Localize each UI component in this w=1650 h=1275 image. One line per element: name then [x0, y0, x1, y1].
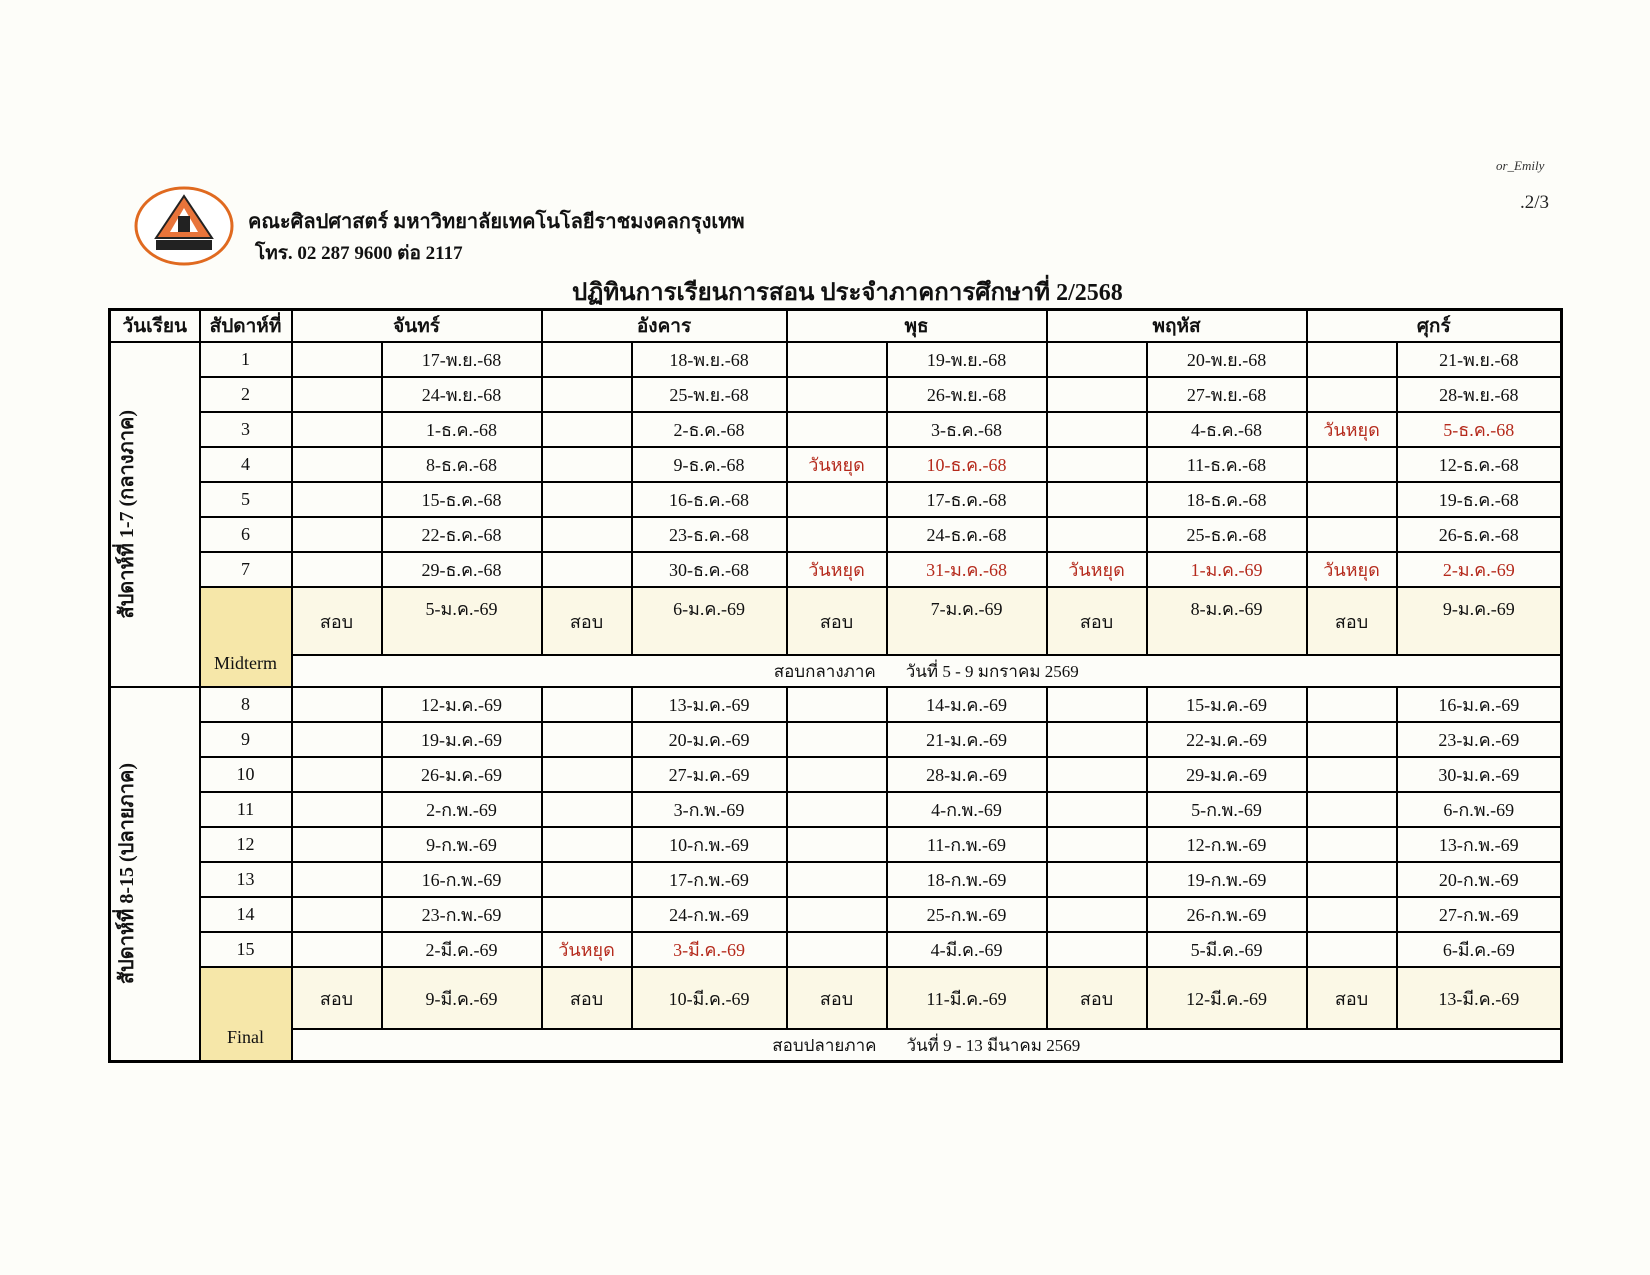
section-label: สัปดาห์ที่ 8-15 (ปลายภาค): [116, 763, 138, 985]
date-cell: 23-ธ.ค.-68: [632, 517, 787, 552]
page-number: .2/3: [1520, 192, 1550, 213]
empty-cell: [1307, 342, 1397, 377]
date-cell: 21-พ.ย.-68: [1397, 342, 1562, 377]
col-week-header: สัปดาห์ที่: [200, 310, 292, 343]
week-number: 15: [200, 932, 292, 967]
empty-cell: [1047, 687, 1147, 722]
empty-cell: [542, 827, 632, 862]
table-row: [110, 722, 1562, 757]
col-thursday-header: พฤหัส: [1047, 310, 1307, 343]
date-cell: 20-ม.ค.-69: [632, 722, 787, 757]
empty-cell: [787, 757, 887, 792]
holiday-date: 5-ธ.ค.-68: [1397, 412, 1562, 447]
col-wednesday-header: พุธ: [787, 310, 1047, 343]
empty-cell: [787, 897, 887, 932]
date-cell: 5-ก.พ.-69: [1147, 792, 1307, 827]
empty-cell: [787, 932, 887, 967]
empty-cell: [292, 687, 382, 722]
date-cell: 29-ม.ค.-69: [1147, 757, 1307, 792]
date-cell: 6-มี.ค.-69: [1397, 932, 1562, 967]
date-cell: 19-ม.ค.-69: [382, 722, 542, 757]
date-cell: 12-ก.พ.-69: [1147, 827, 1307, 862]
date-cell: 24-ธ.ค.-68: [887, 517, 1047, 552]
date-cell: 17-พ.ย.-68: [382, 342, 542, 377]
empty-cell: [1307, 827, 1397, 862]
exam-date: 9-ม.ค.-69: [1397, 587, 1562, 655]
empty-cell: [787, 377, 887, 412]
empty-cell: [292, 932, 382, 967]
date-cell: 29-ธ.ค.-68: [382, 552, 542, 587]
week-number: 10: [200, 757, 292, 792]
date-cell: 13-ก.พ.-69: [1397, 827, 1562, 862]
empty-cell: [1047, 862, 1147, 897]
date-cell: 21-ม.ค.-69: [887, 722, 1047, 757]
empty-cell: [787, 687, 887, 722]
table-row: [110, 897, 1562, 932]
empty-cell: [787, 412, 887, 447]
empty-cell: [787, 342, 887, 377]
empty-cell: [787, 722, 887, 757]
midterm-row: [110, 587, 1562, 655]
empty-cell: [1307, 517, 1397, 552]
week-number: 12: [200, 827, 292, 862]
holiday-label: วันหยุด: [787, 552, 887, 587]
date-cell: 3-ก.พ.-69: [632, 792, 787, 827]
empty-cell: [1047, 517, 1147, 552]
organization-name: คณะศิลปศาสตร์ มหาวิทยาลัยเทคโนโลยีราชมงคลกรุงเทพ: [248, 211, 745, 233]
empty-cell: [292, 897, 382, 932]
col-tuesday-header: อังคาร: [542, 310, 787, 343]
week-number: 4: [200, 447, 292, 482]
empty-cell: [292, 447, 382, 482]
midterm-note-dates: วันที่ 5 - 9 มกราคม 2569: [905, 661, 1079, 681]
table-row: [110, 342, 1562, 377]
date-cell: 4-มี.ค.-69: [887, 932, 1047, 967]
empty-cell: [292, 377, 382, 412]
empty-cell: [1307, 862, 1397, 897]
empty-cell: [787, 482, 887, 517]
table-row: [110, 482, 1562, 517]
date-cell: 2-มี.ค.-69: [382, 932, 542, 967]
exam-label: สอบ: [1307, 587, 1397, 655]
empty-cell: [542, 792, 632, 827]
empty-cell: [292, 482, 382, 517]
exam-date: 8-ม.ค.-69: [1147, 587, 1307, 655]
date-cell: 9-ก.พ.-69: [382, 827, 542, 862]
empty-cell: [292, 722, 382, 757]
empty-cell: [292, 827, 382, 862]
midterm-note-row: [110, 655, 1562, 687]
table-row: [110, 552, 1562, 587]
date-cell: 16-ก.พ.-69: [382, 862, 542, 897]
date-cell: 19-ธ.ค.-68: [1397, 482, 1562, 517]
date-cell: 26-ธ.ค.-68: [1397, 517, 1562, 552]
holiday-label: วันหยุด: [787, 447, 887, 482]
date-cell: 28-ม.ค.-69: [887, 757, 1047, 792]
empty-cell: [1047, 897, 1147, 932]
date-cell: 14-ม.ค.-69: [887, 687, 1047, 722]
empty-cell: [542, 687, 632, 722]
date-cell: 2-ธ.ค.-68: [632, 412, 787, 447]
exam-date: 5-ม.ค.-69: [382, 587, 542, 655]
date-cell: 19-ก.พ.-69: [1147, 862, 1307, 897]
date-cell: 18-ธ.ค.-68: [1147, 482, 1307, 517]
date-cell: 16-ธ.ค.-68: [632, 482, 787, 517]
week-number: 14: [200, 897, 292, 932]
empty-cell: [1307, 447, 1397, 482]
date-cell: 27-ก.พ.-69: [1397, 897, 1562, 932]
week-number: 3: [200, 412, 292, 447]
exam-label: สอบ: [1047, 967, 1147, 1029]
holiday-label: วันหยุด: [1047, 552, 1147, 587]
empty-cell: [1047, 447, 1147, 482]
organization-phone: โทร. 02 287 9600 ต่อ 2117: [255, 243, 463, 264]
holiday-label: วันหยุด: [542, 932, 632, 967]
empty-cell: [292, 412, 382, 447]
date-cell: 9-ธ.ค.-68: [632, 447, 787, 482]
table-row: [110, 377, 1562, 412]
holiday-date: 31-ม.ค.-68: [887, 552, 1047, 587]
date-cell: 23-ก.พ.-69: [382, 897, 542, 932]
date-cell: 4-ก.พ.-69: [887, 792, 1047, 827]
empty-cell: [1307, 757, 1397, 792]
week-number: 2: [200, 377, 292, 412]
table-row: [110, 862, 1562, 897]
empty-cell: [542, 517, 632, 552]
date-cell: 8-ธ.ค.-68: [382, 447, 542, 482]
empty-cell: [1307, 482, 1397, 517]
week-number: 11: [200, 792, 292, 827]
empty-cell: [1307, 722, 1397, 757]
midterm-note-title: สอบกลางภาค: [773, 661, 876, 681]
date-cell: 25-ก.พ.-69: [887, 897, 1047, 932]
table-row: [110, 932, 1562, 967]
date-cell: 27-ม.ค.-69: [632, 757, 787, 792]
exam-label: สอบ: [292, 967, 382, 1029]
date-cell: 23-ม.ค.-69: [1397, 722, 1562, 757]
empty-cell: [1047, 932, 1147, 967]
empty-cell: [542, 342, 632, 377]
final-note-title: สอบปลายภาค: [772, 1035, 877, 1055]
section-label-cell: [110, 687, 200, 1062]
exam-date: 12-มี.ค.-69: [1147, 967, 1307, 1029]
date-cell: 5-มี.ค.-69: [1147, 932, 1307, 967]
holiday-date: 2-ม.ค.-69: [1397, 552, 1562, 587]
table-header-row: [110, 310, 1562, 343]
table-row: [110, 412, 1562, 447]
midterm-label: Midterm: [200, 587, 292, 687]
date-cell: 17-ก.พ.-69: [632, 862, 787, 897]
section-label: สัปดาห์ที่ 1-7 (กลางภาค): [116, 410, 138, 619]
week-number: 9: [200, 722, 292, 757]
empty-cell: [542, 377, 632, 412]
table-row: [110, 447, 1562, 482]
final-label: Final: [200, 967, 292, 1062]
date-cell: 26-ก.พ.-69: [1147, 897, 1307, 932]
empty-cell: [1047, 412, 1147, 447]
date-cell: 20-ก.พ.-69: [1397, 862, 1562, 897]
empty-cell: [1047, 482, 1147, 517]
empty-cell: [542, 862, 632, 897]
midterm-note: [292, 655, 1562, 687]
week-number: 6: [200, 517, 292, 552]
empty-cell: [787, 827, 887, 862]
col-friday-header: ศุกร์: [1307, 310, 1562, 343]
date-cell: 19-พ.ย.-68: [887, 342, 1047, 377]
date-cell: 24-พ.ย.-68: [382, 377, 542, 412]
holiday-date: 1-ม.ค.-69: [1147, 552, 1307, 587]
empty-cell: [542, 552, 632, 587]
empty-cell: [542, 722, 632, 757]
date-cell: 30-ธ.ค.-68: [632, 552, 787, 587]
exam-date: 7-ม.ค.-69: [887, 587, 1047, 655]
empty-cell: [542, 412, 632, 447]
exam-label: สอบ: [787, 587, 887, 655]
date-cell: 17-ธ.ค.-68: [887, 482, 1047, 517]
empty-cell: [1047, 342, 1147, 377]
empty-cell: [1307, 792, 1397, 827]
date-cell: 12-ม.ค.-69: [382, 687, 542, 722]
date-cell: 4-ธ.ค.-68: [1147, 412, 1307, 447]
col-monday-header: จันทร์: [292, 310, 542, 343]
exam-label: สอบ: [1307, 967, 1397, 1029]
empty-cell: [1307, 897, 1397, 932]
exam-label: สอบ: [292, 587, 382, 655]
date-cell: 22-ม.ค.-69: [1147, 722, 1307, 757]
empty-cell: [292, 342, 382, 377]
date-cell: 18-ก.พ.-69: [887, 862, 1047, 897]
table-row: [110, 827, 1562, 862]
empty-cell: [292, 757, 382, 792]
empty-cell: [292, 792, 382, 827]
empty-cell: [787, 517, 887, 552]
final-note-dates: วันที่ 9 - 13 มีนาคม 2569: [906, 1035, 1081, 1055]
exam-label: สอบ: [542, 967, 632, 1029]
empty-cell: [292, 862, 382, 897]
empty-cell: [542, 482, 632, 517]
date-cell: 18-พ.ย.-68: [632, 342, 787, 377]
empty-cell: [1307, 377, 1397, 412]
table-row: [110, 687, 1562, 722]
empty-cell: [1047, 827, 1147, 862]
empty-cell: [787, 862, 887, 897]
date-cell: 11-ก.พ.-69: [887, 827, 1047, 862]
week-number: 8: [200, 687, 292, 722]
table-row: [110, 792, 1562, 827]
exam-label: สอบ: [542, 587, 632, 655]
holiday-label: วันหยุด: [1307, 412, 1397, 447]
date-cell: 25-พ.ย.-68: [632, 377, 787, 412]
empty-cell: [1047, 377, 1147, 412]
week-number: 5: [200, 482, 292, 517]
date-cell: 12-ธ.ค.-68: [1397, 447, 1562, 482]
exam-date: 6-ม.ค.-69: [632, 587, 787, 655]
date-cell: 25-ธ.ค.-68: [1147, 517, 1307, 552]
date-cell: 26-พ.ย.-68: [887, 377, 1047, 412]
date-cell: 15-ม.ค.-69: [1147, 687, 1307, 722]
exam-date: 13-มี.ค.-69: [1397, 967, 1562, 1029]
date-cell: 1-ธ.ค.-68: [382, 412, 542, 447]
date-cell: 28-พ.ย.-68: [1397, 377, 1562, 412]
exam-date: 9-มี.ค.-69: [382, 967, 542, 1029]
empty-cell: [292, 517, 382, 552]
date-cell: 11-ธ.ค.-68: [1147, 447, 1307, 482]
date-cell: 27-พ.ย.-68: [1147, 377, 1307, 412]
date-cell: 20-พ.ย.-68: [1147, 342, 1307, 377]
holiday-date: 3-มี.ค.-69: [632, 932, 787, 967]
empty-cell: [292, 552, 382, 587]
section-label-cell: [110, 342, 200, 687]
final-note: [292, 1029, 1562, 1062]
final-row: [110, 967, 1562, 1029]
page-title: ปฏิทินการเรียนการสอน ประจำภาคการศึกษาที่ 2/2568: [572, 280, 1123, 306]
col-study-day-header: วันเรียน: [110, 310, 200, 343]
table-row: [110, 757, 1562, 792]
empty-cell: [1307, 932, 1397, 967]
week-number: 7: [200, 552, 292, 587]
exam-date: 11-มี.ค.-69: [887, 967, 1047, 1029]
exam-label: สอบ: [1047, 587, 1147, 655]
exam-date: 10-มี.ค.-69: [632, 967, 787, 1029]
empty-cell: [1047, 757, 1147, 792]
final-note-row: [110, 1029, 1562, 1062]
date-cell: 30-ม.ค.-69: [1397, 757, 1562, 792]
faculty-logo: [134, 186, 234, 266]
date-cell: 3-ธ.ค.-68: [887, 412, 1047, 447]
exam-label: สอบ: [787, 967, 887, 1029]
empty-cell: [542, 897, 632, 932]
date-cell: 6-ก.พ.-69: [1397, 792, 1562, 827]
date-cell: 15-ธ.ค.-68: [382, 482, 542, 517]
empty-cell: [787, 792, 887, 827]
empty-cell: [1047, 722, 1147, 757]
holiday-date: 10-ธ.ค.-68: [887, 447, 1047, 482]
week-number: 1: [200, 342, 292, 377]
empty-cell: [1307, 687, 1397, 722]
date-cell: 2-ก.พ.-69: [382, 792, 542, 827]
academic-calendar-table: [108, 308, 1563, 1063]
date-cell: 13-ม.ค.-69: [632, 687, 787, 722]
empty-cell: [542, 757, 632, 792]
date-cell: 16-ม.ค.-69: [1397, 687, 1562, 722]
empty-cell: [1047, 792, 1147, 827]
holiday-label: วันหยุด: [1307, 552, 1397, 587]
date-cell: 24-ก.พ.-69: [632, 897, 787, 932]
corner-note: or_Emily: [1496, 158, 1545, 173]
date-cell: 10-ก.พ.-69: [632, 827, 787, 862]
week-number: 13: [200, 862, 292, 897]
date-cell: 22-ธ.ค.-68: [382, 517, 542, 552]
date-cell: 26-ม.ค.-69: [382, 757, 542, 792]
table-row: [110, 517, 1562, 552]
empty-cell: [542, 447, 632, 482]
